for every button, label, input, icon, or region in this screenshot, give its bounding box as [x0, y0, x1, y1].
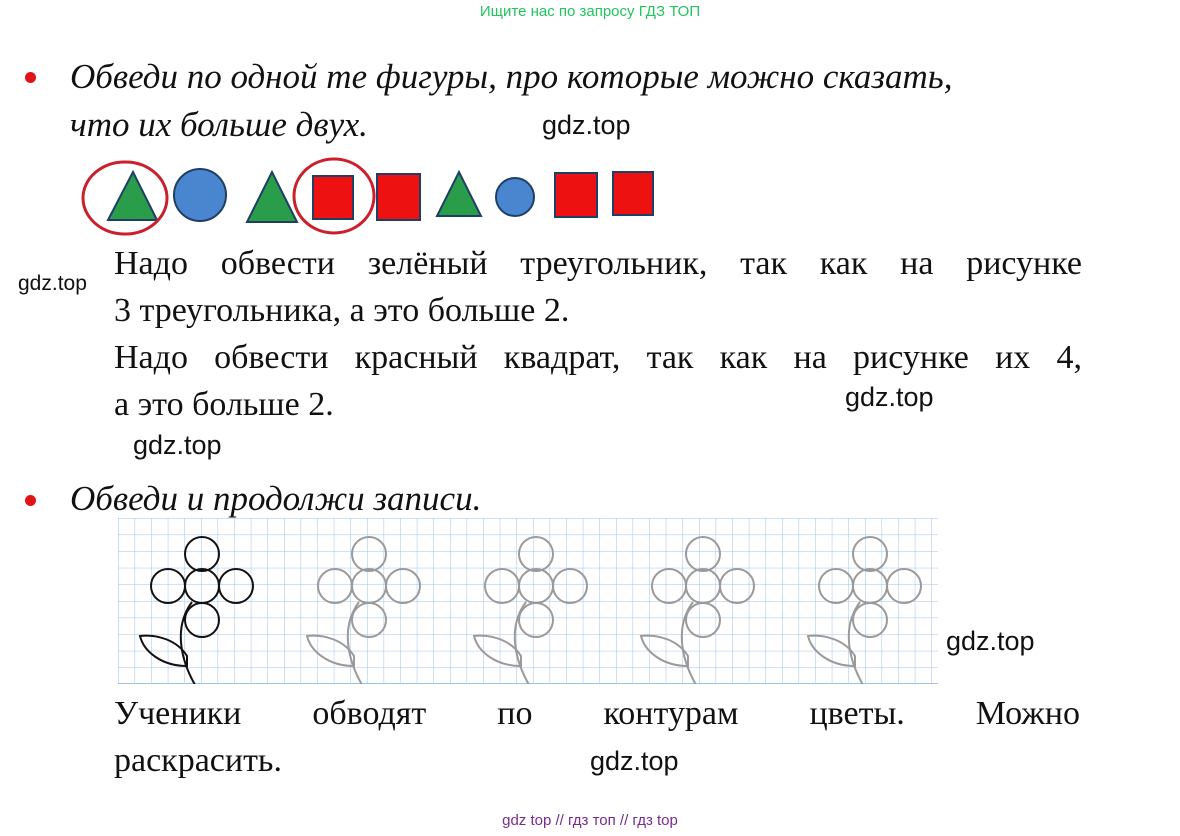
- shape-square: [313, 176, 353, 219]
- watermark: gdz.top: [542, 110, 631, 140]
- header-banner: Ищите нас по запросу ГДЗ ТОП: [479, 3, 701, 20]
- task1-answer-line4: а это больше 2.: [114, 386, 334, 423]
- shape-triangle: [437, 172, 481, 216]
- watermark: gdz.top: [18, 272, 87, 295]
- shapes-row: [0, 150, 700, 240]
- shape-square: [613, 172, 653, 215]
- watermark: gdz.top: [590, 746, 679, 776]
- watermark: gdz.top: [946, 626, 1035, 656]
- shape-circle: [174, 169, 226, 221]
- watermark: gdz.top: [133, 430, 222, 460]
- shape-triangle: [247, 172, 297, 222]
- task1-answer-line1: Надо обвести зелёный треугольник, так как на рисунке: [114, 245, 1082, 282]
- task2-title: Обведи и продолжи записи.: [70, 479, 482, 518]
- task1-title-line2: что их больше двух.: [70, 105, 368, 144]
- watermark: gdz.top: [845, 382, 934, 412]
- footer-banner: gdz top // гдз топ // гдз top: [502, 812, 678, 829]
- flower-grid: [118, 518, 938, 684]
- task1-title-line1: Обведи по одной те фигуры, про которые можно сказать,: [70, 57, 953, 96]
- shape-square: [555, 173, 597, 217]
- shape-triangle: [108, 172, 157, 220]
- task1-bullet: [25, 72, 36, 83]
- task2-bullet: [25, 495, 36, 506]
- shape-circle: [496, 178, 534, 216]
- task2-answer-line1: Ученики обводят по контурам цветы. Можно: [114, 695, 1080, 732]
- shape-square: [377, 174, 420, 220]
- task1-answer-line3: Надо обвести красный квадрат, так как на рисунке их 4,: [114, 339, 1082, 376]
- task1-answer-line2: 3 треугольника, а это больше 2.: [114, 292, 570, 329]
- task2-answer-line2: раскрасить.: [114, 742, 282, 779]
